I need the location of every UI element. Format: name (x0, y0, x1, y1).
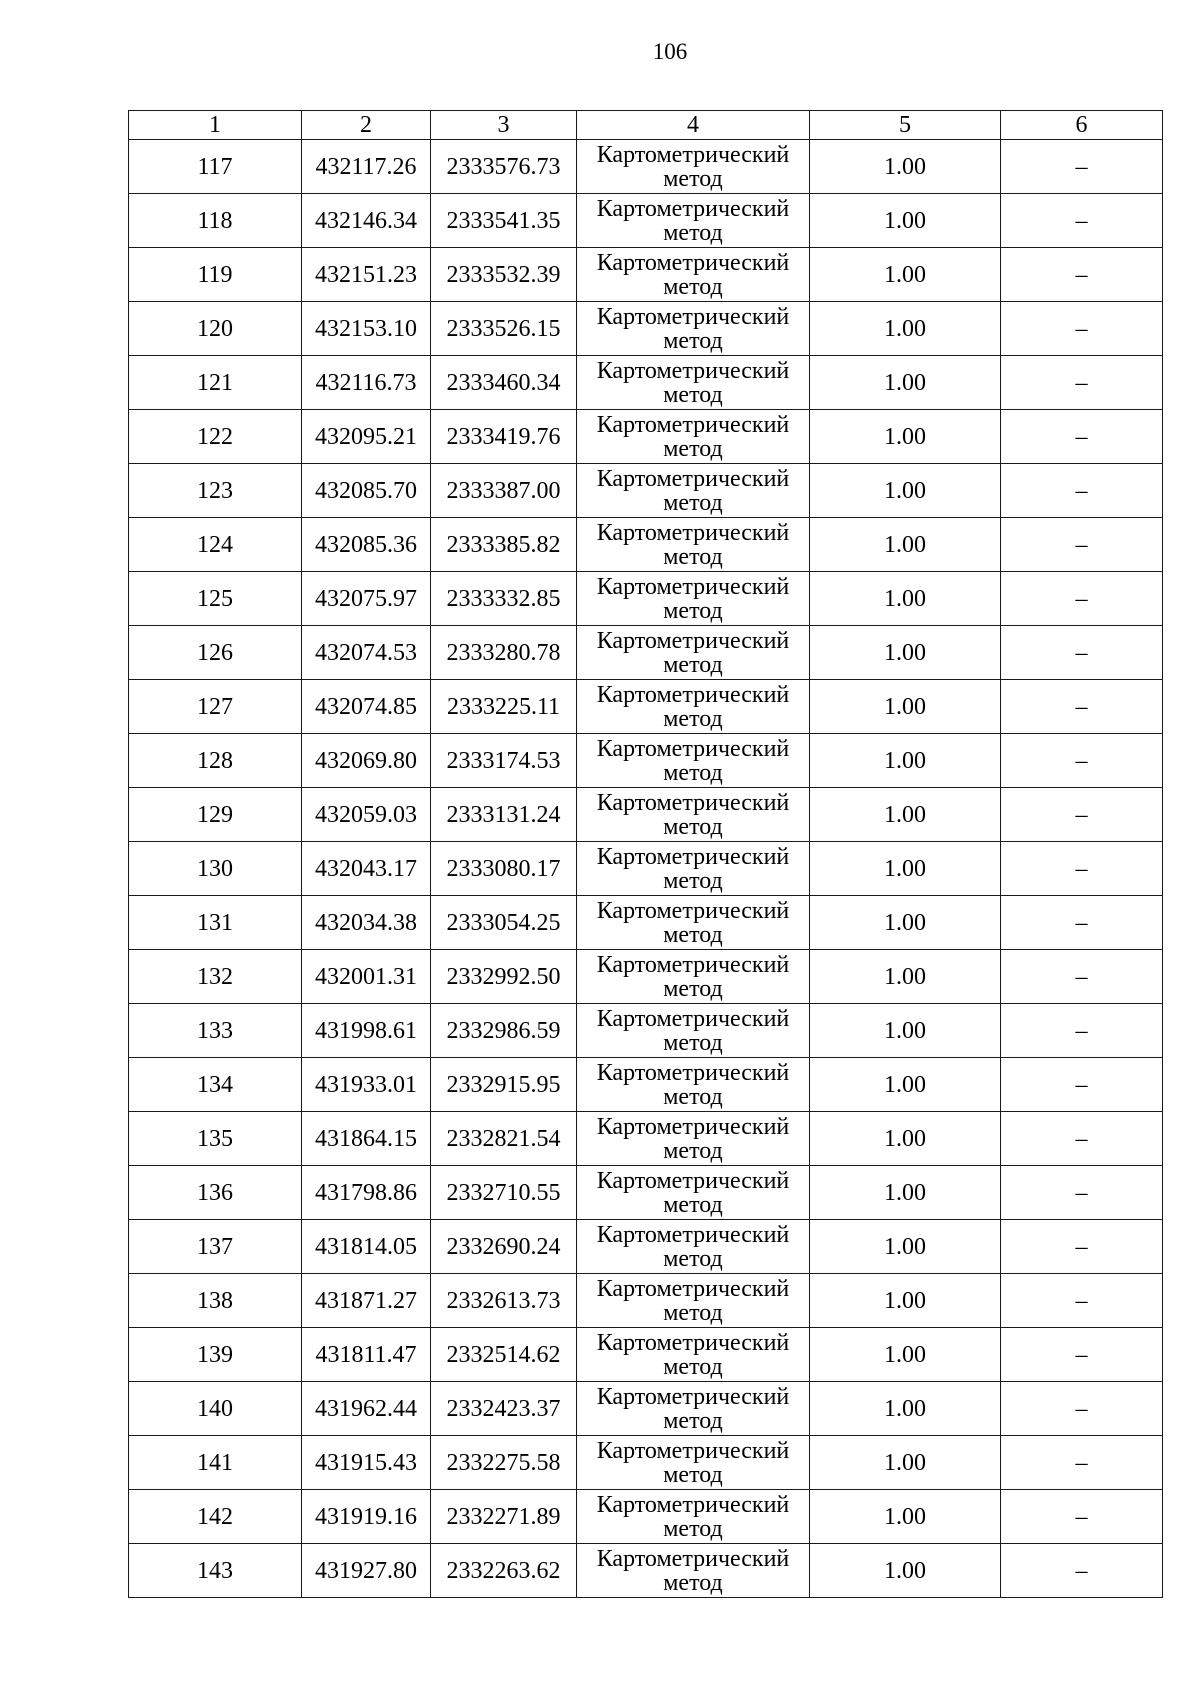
column-header-5: 5 (810, 111, 1001, 140)
coordinate-y-cell: 2332423.37 (431, 1382, 577, 1436)
method-cell (577, 1058, 810, 1112)
method-line-1: Картометрический (596, 843, 790, 870)
method-cell (577, 950, 810, 1004)
method-line-2: метод (663, 1029, 723, 1056)
accuracy-cell: 1.00 (810, 1328, 1001, 1382)
point-number-cell: 139 (129, 1328, 302, 1382)
method-line-2: метод (663, 273, 723, 300)
note-cell: – (1001, 1490, 1163, 1544)
coordinates-table (128, 110, 1163, 1598)
coordinate-x-cell: 432085.36 (302, 518, 431, 572)
coordinate-y-cell: 2333332.85 (431, 572, 577, 626)
table-row (129, 1382, 1163, 1436)
coordinate-x-cell: 432153.10 (302, 302, 431, 356)
point-number-cell: 123 (129, 464, 302, 518)
method-line-1: Картометрический (596, 1221, 790, 1248)
method-line-1: Картометрический (596, 303, 790, 330)
table-row (129, 626, 1163, 680)
note-cell: – (1001, 410, 1163, 464)
coordinate-x-cell: 432116.73 (302, 356, 431, 410)
method-line-2: метод (663, 1245, 723, 1272)
table-row (129, 1220, 1163, 1274)
method-line-1: Картометрический (596, 1167, 790, 1194)
note-cell: – (1001, 356, 1163, 410)
method-line-1: Картометрический (596, 1329, 790, 1356)
method-cell (577, 1490, 810, 1544)
note-cell: – (1001, 1328, 1163, 1382)
method-cell (577, 734, 810, 788)
method-line-2: метод (663, 1299, 723, 1326)
method-line-1: Картометрический (596, 357, 790, 384)
coordinate-y-cell: 2333054.25 (431, 896, 577, 950)
table-row (129, 950, 1163, 1004)
accuracy-cell: 1.00 (810, 1058, 1001, 1112)
note-cell: – (1001, 1544, 1163, 1598)
method-cell (577, 1274, 810, 1328)
accuracy-cell: 1.00 (810, 1220, 1001, 1274)
method-line-2: метод (663, 1515, 723, 1542)
note-cell: – (1001, 626, 1163, 680)
point-number-cell: 126 (129, 626, 302, 680)
table-row (129, 842, 1163, 896)
coordinate-y-cell: 2333526.15 (431, 302, 577, 356)
table-row (129, 356, 1163, 410)
accuracy-cell: 1.00 (810, 1490, 1001, 1544)
coordinate-x-cell: 432117.26 (302, 140, 431, 194)
coordinate-x-cell: 432074.53 (302, 626, 431, 680)
method-line-2: метод (663, 975, 723, 1002)
table-row (129, 140, 1163, 194)
table-body (129, 140, 1163, 1598)
table-row (129, 302, 1163, 356)
method-line-1: Картометрический (596, 1005, 790, 1032)
accuracy-cell: 1.00 (810, 194, 1001, 248)
point-number-cell: 140 (129, 1382, 302, 1436)
coordinate-y-cell: 2332613.73 (431, 1274, 577, 1328)
accuracy-cell: 1.00 (810, 1436, 1001, 1490)
table-row (129, 1436, 1163, 1490)
accuracy-cell: 1.00 (810, 896, 1001, 950)
accuracy-cell: 1.00 (810, 302, 1001, 356)
method-line-1: Картометрический (596, 1383, 790, 1410)
method-line-2: метод (663, 705, 723, 732)
method-line-1: Картометрический (596, 627, 790, 654)
accuracy-cell: 1.00 (810, 1274, 1001, 1328)
point-number-cell: 138 (129, 1274, 302, 1328)
accuracy-cell: 1.00 (810, 734, 1001, 788)
coordinate-x-cell: 432074.85 (302, 680, 431, 734)
coordinate-x-cell: 432095.21 (302, 410, 431, 464)
coordinate-y-cell: 2333387.00 (431, 464, 577, 518)
coordinate-y-cell: 2333174.53 (431, 734, 577, 788)
method-line-1: Картометрический (596, 1113, 790, 1140)
method-line-1: Картометрический (596, 1275, 790, 1302)
accuracy-cell: 1.00 (810, 680, 1001, 734)
table-row (129, 1328, 1163, 1382)
coordinate-x-cell: 432069.80 (302, 734, 431, 788)
method-cell (577, 140, 810, 194)
point-number-cell: 125 (129, 572, 302, 626)
method-cell (577, 788, 810, 842)
accuracy-cell: 1.00 (810, 518, 1001, 572)
method-cell (577, 464, 810, 518)
coordinate-x-cell: 432151.23 (302, 248, 431, 302)
method-line-2: метод (663, 1569, 723, 1596)
table-row (129, 1490, 1163, 1544)
table-row (129, 734, 1163, 788)
accuracy-cell: 1.00 (810, 788, 1001, 842)
note-cell: – (1001, 464, 1163, 518)
table-row (129, 572, 1163, 626)
method-line-2: метод (663, 489, 723, 516)
point-number-cell: 121 (129, 356, 302, 410)
point-number-cell: 134 (129, 1058, 302, 1112)
coordinate-x-cell: 431871.27 (302, 1274, 431, 1328)
point-number-cell: 129 (129, 788, 302, 842)
method-line-1: Картометрический (596, 411, 790, 438)
note-cell: – (1001, 734, 1163, 788)
header-row (129, 111, 1163, 140)
note-cell: – (1001, 1112, 1163, 1166)
coordinate-y-cell: 2333460.34 (431, 356, 577, 410)
method-line-2: метод (663, 435, 723, 462)
note-cell: – (1001, 1058, 1163, 1112)
method-line-1: Картометрический (596, 195, 790, 222)
method-cell (577, 1166, 810, 1220)
note-cell: – (1001, 248, 1163, 302)
method-cell (577, 680, 810, 734)
method-cell (577, 1220, 810, 1274)
method-cell (577, 1004, 810, 1058)
coordinate-x-cell: 432034.38 (302, 896, 431, 950)
accuracy-cell: 1.00 (810, 140, 1001, 194)
note-cell: – (1001, 140, 1163, 194)
method-line-2: метод (663, 327, 723, 354)
coordinate-y-cell: 2333532.39 (431, 248, 577, 302)
method-cell (577, 896, 810, 950)
point-number-cell: 136 (129, 1166, 302, 1220)
accuracy-cell: 1.00 (810, 1382, 1001, 1436)
point-number-cell: 143 (129, 1544, 302, 1598)
coordinate-x-cell: 432043.17 (302, 842, 431, 896)
note-cell: – (1001, 302, 1163, 356)
coordinate-y-cell: 2332271.89 (431, 1490, 577, 1544)
method-line-2: метод (663, 651, 723, 678)
method-cell (577, 302, 810, 356)
accuracy-cell: 1.00 (810, 1166, 1001, 1220)
method-cell (577, 194, 810, 248)
accuracy-cell: 1.00 (810, 1004, 1001, 1058)
note-cell: – (1001, 842, 1163, 896)
note-cell: – (1001, 194, 1163, 248)
method-line-1: Картометрический (596, 1545, 790, 1572)
table-row (129, 1004, 1163, 1058)
method-line-2: метод (663, 1407, 723, 1434)
coordinate-y-cell: 2333385.82 (431, 518, 577, 572)
method-line-1: Картометрический (596, 465, 790, 492)
coordinate-x-cell: 431998.61 (302, 1004, 431, 1058)
coordinate-x-cell: 431933.01 (302, 1058, 431, 1112)
table-row (129, 788, 1163, 842)
method-cell (577, 410, 810, 464)
point-number-cell: 142 (129, 1490, 302, 1544)
point-number-cell: 120 (129, 302, 302, 356)
accuracy-cell: 1.00 (810, 356, 1001, 410)
coordinate-y-cell: 2332690.24 (431, 1220, 577, 1274)
note-cell: – (1001, 1274, 1163, 1328)
column-header-4: 4 (577, 111, 810, 140)
note-cell: – (1001, 896, 1163, 950)
method-line-2: метод (663, 1461, 723, 1488)
method-cell (577, 356, 810, 410)
method-line-1: Картометрический (596, 141, 790, 168)
accuracy-cell: 1.00 (810, 842, 1001, 896)
coordinate-y-cell: 2332821.54 (431, 1112, 577, 1166)
coordinate-y-cell: 2333280.78 (431, 626, 577, 680)
table-row (129, 194, 1163, 248)
coordinate-y-cell: 2333225.11 (431, 680, 577, 734)
method-cell (577, 1544, 810, 1598)
coordinate-x-cell: 431814.05 (302, 1220, 431, 1274)
method-line-2: метод (663, 1083, 723, 1110)
point-number-cell: 131 (129, 896, 302, 950)
method-cell (577, 248, 810, 302)
method-line-1: Картометрический (596, 519, 790, 546)
point-number-cell: 127 (129, 680, 302, 734)
table-row (129, 680, 1163, 734)
accuracy-cell: 1.00 (810, 248, 1001, 302)
coordinate-y-cell: 2332263.62 (431, 1544, 577, 1598)
accuracy-cell: 1.00 (810, 1112, 1001, 1166)
method-line-2: метод (663, 1353, 723, 1380)
method-line-1: Картометрический (596, 951, 790, 978)
accuracy-cell: 1.00 (810, 464, 1001, 518)
note-cell: – (1001, 1436, 1163, 1490)
coordinate-x-cell: 431962.44 (302, 1382, 431, 1436)
coordinate-y-cell: 2332992.50 (431, 950, 577, 1004)
coordinate-x-cell: 431919.16 (302, 1490, 431, 1544)
note-cell: – (1001, 680, 1163, 734)
table-row (129, 1274, 1163, 1328)
point-number-cell: 118 (129, 194, 302, 248)
method-line-1: Картометрический (596, 681, 790, 708)
method-cell (577, 1382, 810, 1436)
note-cell: – (1001, 1166, 1163, 1220)
accuracy-cell: 1.00 (810, 950, 1001, 1004)
coordinate-y-cell: 2332710.55 (431, 1166, 577, 1220)
coordinate-x-cell: 432146.34 (302, 194, 431, 248)
column-header-6: 6 (1001, 111, 1163, 140)
method-line-2: метод (663, 219, 723, 246)
coordinate-y-cell: 2333541.35 (431, 194, 577, 248)
coordinate-x-cell: 432085.70 (302, 464, 431, 518)
point-number-cell: 141 (129, 1436, 302, 1490)
table-row (129, 896, 1163, 950)
point-number-cell: 128 (129, 734, 302, 788)
coordinate-y-cell: 2333080.17 (431, 842, 577, 896)
point-number-cell: 132 (129, 950, 302, 1004)
method-cell (577, 842, 810, 896)
method-line-1: Картометрический (596, 1437, 790, 1464)
method-line-2: метод (663, 1137, 723, 1164)
method-line-1: Картометрический (596, 735, 790, 762)
note-cell: – (1001, 518, 1163, 572)
method-line-2: метод (663, 759, 723, 786)
point-number-cell: 130 (129, 842, 302, 896)
note-cell: – (1001, 788, 1163, 842)
method-cell (577, 1328, 810, 1382)
method-cell (577, 572, 810, 626)
point-number-cell: 122 (129, 410, 302, 464)
method-line-1: Картометрический (596, 897, 790, 924)
coordinate-y-cell: 2333419.76 (431, 410, 577, 464)
coordinate-y-cell: 2333576.73 (431, 140, 577, 194)
coordinate-y-cell: 2332986.59 (431, 1004, 577, 1058)
point-number-cell: 135 (129, 1112, 302, 1166)
method-line-2: метод (663, 381, 723, 408)
column-header-3: 3 (431, 111, 577, 140)
coordinate-y-cell: 2333131.24 (431, 788, 577, 842)
method-line-2: метод (663, 921, 723, 948)
table-row (129, 518, 1163, 572)
accuracy-cell: 1.00 (810, 572, 1001, 626)
note-cell: – (1001, 572, 1163, 626)
method-line-1: Картометрический (596, 1491, 790, 1518)
coordinate-x-cell: 431811.47 (302, 1328, 431, 1382)
column-header-2: 2 (302, 111, 431, 140)
method-line-1: Картометрический (596, 1059, 790, 1086)
table-row (129, 1112, 1163, 1166)
table-row (129, 1544, 1163, 1598)
point-number-cell: 117 (129, 140, 302, 194)
method-line-2: метод (663, 1191, 723, 1218)
column-header-1: 1 (129, 111, 302, 140)
method-line-2: метод (663, 867, 723, 894)
page-number: 106 (652, 39, 688, 64)
accuracy-cell: 1.00 (810, 626, 1001, 680)
coordinate-x-cell: 431915.43 (302, 1436, 431, 1490)
coordinate-x-cell: 432059.03 (302, 788, 431, 842)
method-line-1: Картометрический (596, 789, 790, 816)
method-line-1: Картометрический (596, 573, 790, 600)
coordinate-y-cell: 2332514.62 (431, 1328, 577, 1382)
point-number-cell: 124 (129, 518, 302, 572)
coordinate-x-cell: 432075.97 (302, 572, 431, 626)
method-line-2: метод (663, 813, 723, 840)
table-row (129, 464, 1163, 518)
table-row (129, 248, 1163, 302)
note-cell: – (1001, 950, 1163, 1004)
coordinate-x-cell: 431864.15 (302, 1112, 431, 1166)
accuracy-cell: 1.00 (810, 1544, 1001, 1598)
method-cell (577, 518, 810, 572)
note-cell: – (1001, 1004, 1163, 1058)
note-cell: – (1001, 1220, 1163, 1274)
table-row (129, 410, 1163, 464)
point-number-cell: 119 (129, 248, 302, 302)
table-row (129, 1058, 1163, 1112)
point-number-cell: 133 (129, 1004, 302, 1058)
coordinate-x-cell: 431798.86 (302, 1166, 431, 1220)
method-line-2: метод (663, 543, 723, 570)
note-cell: – (1001, 1382, 1163, 1436)
coordinate-y-cell: 2332275.58 (431, 1436, 577, 1490)
method-cell (577, 1112, 810, 1166)
table-row (129, 1166, 1163, 1220)
coordinate-x-cell: 432001.31 (302, 950, 431, 1004)
point-number-cell: 137 (129, 1220, 302, 1274)
accuracy-cell: 1.00 (810, 410, 1001, 464)
method-line-2: метод (663, 165, 723, 192)
coordinate-y-cell: 2332915.95 (431, 1058, 577, 1112)
method-cell (577, 626, 810, 680)
method-line-2: метод (663, 597, 723, 624)
coordinate-x-cell: 431927.80 (302, 1544, 431, 1598)
method-line-1: Картометрический (596, 249, 790, 276)
method-cell (577, 1436, 810, 1490)
